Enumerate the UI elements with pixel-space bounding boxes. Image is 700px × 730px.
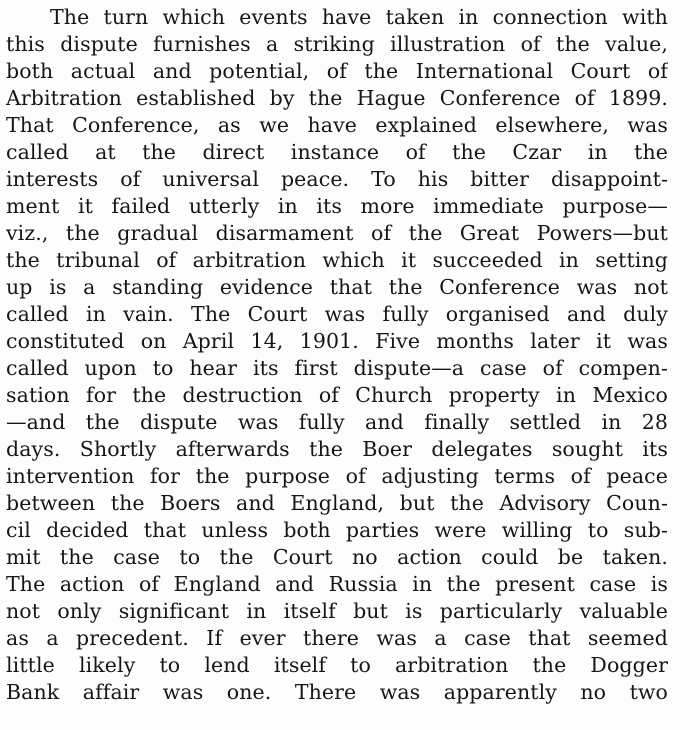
article-line-22: The action of England and Russia in the present case is xyxy=(6,572,668,596)
article-line-11: up is a standing evidence that the Conference was not xyxy=(6,275,668,299)
article-line-20: cil decided that unless both parties were willing to sub- xyxy=(6,518,668,542)
article-line-21: mit the case to the Court no action could be taken. xyxy=(6,545,668,569)
article-line-23: not only significant in itself but is particularly valuable xyxy=(6,599,668,623)
article-line-7: interests of universal peace. To his bitter disappoint- xyxy=(6,167,668,191)
article-line-8: ment it failed utterly in its more immediate purpose— xyxy=(6,194,668,218)
article-column xyxy=(6,4,668,706)
article-line-3: both actual and potential, of the International Court of xyxy=(6,59,668,83)
article-line-18: intervention for the purpose of adjusting terms of peace xyxy=(6,464,668,488)
article-line-24: as a precedent. If ever there was a case that seemed xyxy=(6,626,668,650)
article-line-25: little likely to lend itself to arbitration the Dogger xyxy=(6,653,668,677)
article-line-4: Arbitration established by the Hague Conference of 1899. xyxy=(6,86,668,110)
article-line-15: sation for the destruction of Church property in Mexico xyxy=(6,383,668,407)
article-line-16: —and the dispute was fully and finally settled in 28 xyxy=(6,410,668,434)
article-line-6: called at the direct instance of the Czar in the xyxy=(6,140,668,164)
article-line-19: between the Boers and England, but the Advisory Coun- xyxy=(6,491,668,515)
article-line-26: Bank affair was one. There was apparently no two xyxy=(6,680,668,704)
article-line-12: called in vain. The Court was fully organised and duly xyxy=(6,302,668,326)
article-line-10: the tribunal of arbitration which it succeeded in setting xyxy=(6,248,668,272)
article-line-1: The turn which events have taken in connection with xyxy=(50,5,668,29)
article-line-9: viz., the gradual disarmament of the Great Powers—but xyxy=(6,221,668,245)
article-line-5: That Conference, as we have explained elsewhere, was xyxy=(6,113,668,137)
article-line-13: constituted on April 14, 1901. Five months later it was xyxy=(6,329,668,353)
article-line-17: days. Shortly afterwards the Boer delegates sought its xyxy=(6,437,668,461)
article-line-2: this dispute furnishes a striking illustration of the value, xyxy=(6,32,668,56)
article-line-14: called upon to hear its first dispute—a case of compen- xyxy=(6,356,668,380)
